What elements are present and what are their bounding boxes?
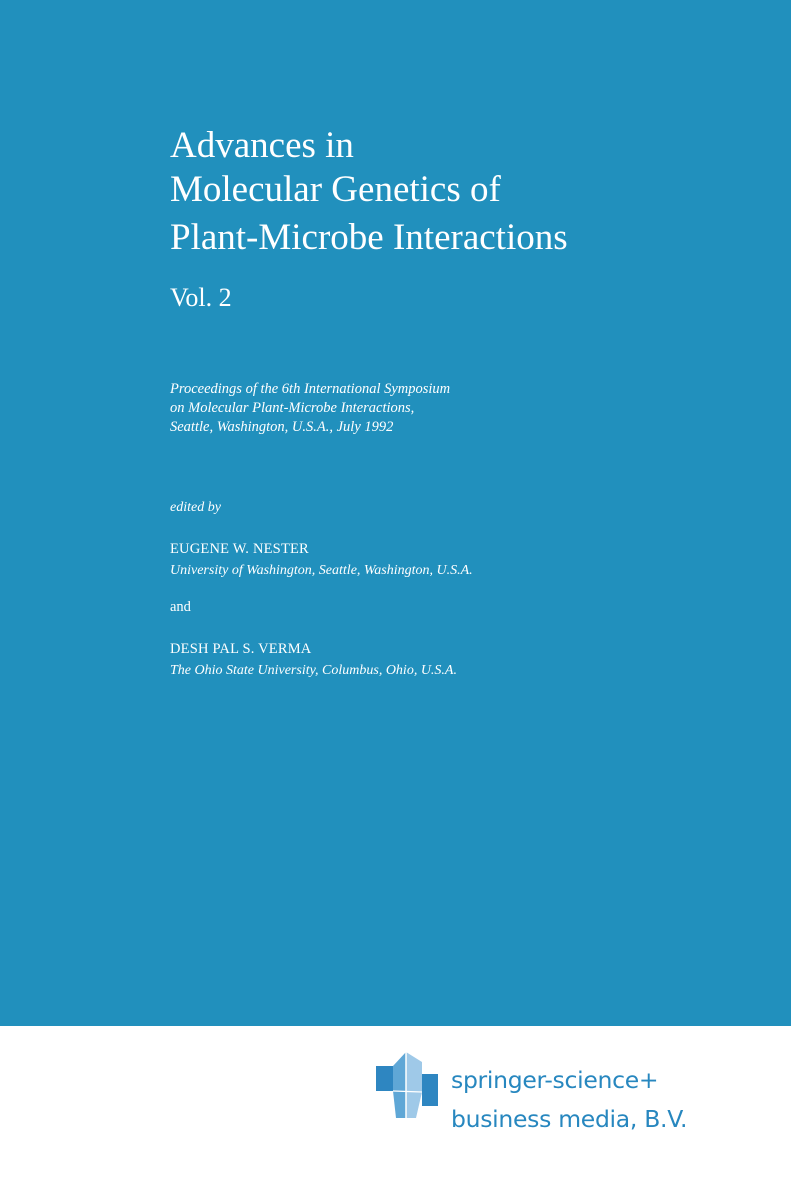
volume-number: Vol. 2 — [170, 283, 232, 312]
editor-1-affiliation: University of Washington, Seattle, Washington, U.S.A. — [170, 563, 473, 578]
proceedings-line-3: Seattle, Washington, U.S.A., July 1992 — [170, 419, 394, 435]
proceedings-line-1: Proceedings of the 6th International Symposium — [170, 381, 451, 397]
title-line-2: Molecular Genetics of — [170, 169, 501, 210]
springer-book-logo-icon — [376, 1052, 438, 1118]
publisher-name-line-1: springer-science+ — [451, 1066, 659, 1094]
edited-by-label: edited by — [170, 500, 221, 515]
editor-conjunction: and — [170, 599, 191, 615]
proceedings-line-2: on Molecular Plant-Microbe Interactions, — [170, 400, 415, 416]
editor-1-name: EUGENE W. NESTER — [170, 541, 309, 557]
title-line-1: Advances in — [170, 125, 354, 166]
publisher-name-line-2: business media, B.V. — [451, 1105, 688, 1133]
title-line-3: Plant-Microbe Interactions — [170, 217, 568, 258]
editor-2-affiliation: The Ohio State University, Columbus, Ohio, U.S.A. — [170, 663, 457, 678]
editor-2-name: DESH PAL S. VERMA — [170, 641, 312, 657]
